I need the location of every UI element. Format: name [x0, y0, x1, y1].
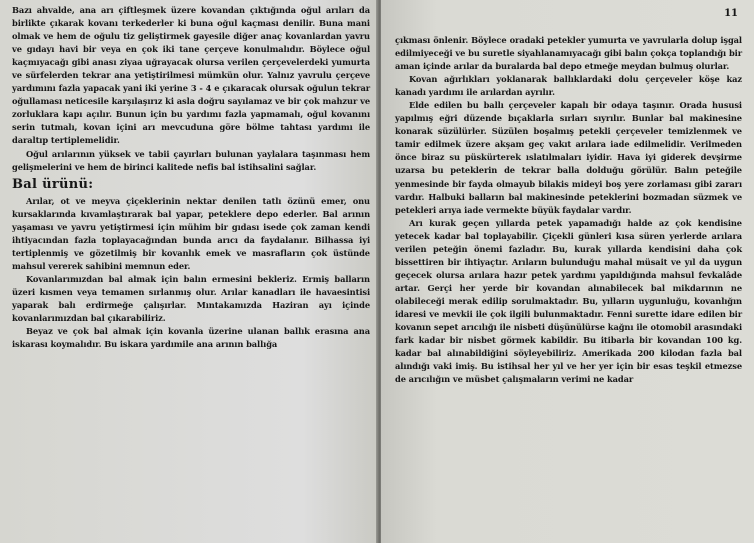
section-heading: Bal ürünü:: [12, 176, 94, 192]
paragraph: Oğul arılarının yüksek ve tabii çayırları bulunan yaylalara taşınması hem gelişmelerini ve hem de birinci kalitede nefis bal istihsalini sağlar.: [12, 148, 370, 172]
paragraph: Beyaz ve çok bal almak için kovanla üzerine ulanan ballık erasına ana iskarası koymalıdır. Bu iskara yardımile ana arının ballığa: [12, 326, 370, 350]
paragraph: Elde edilen bu ballı çerçeveler kapalı bir odaya taşınır. Orada hususi yapılmış eğri düzende bıçaklarla sırları sıyrılır. Bunlar bal makinesine konarak süzülürler. Süzülen boşalmış petekli çerçeveler temizlenmek ve tamir edilmek üzere akşam geç vakıt arılara iade edilmelidir. Verilmeden önce biraz su püskürterek ıslatılmaları iyidir. Hava iyi giderek devşirme uzarsa bu peteklerin de tekrar balla dolduğu görülür. Balın peteğile yenmesinde bir fayda olmayub bilakis mideyi boş yere zorlaması gibi zararı vardır. Halbuki balların bal makinesinde peteklerini bozmadan süzmek ve petekleri arıya iade vermekte büyük faydalar vardır.: [395, 100, 742, 215]
paragraph: Arılar, ot ve meyva çiçeklerinin nektar denilen tatlı özünü emer, onu kursaklarında kıvamlaştırarak bal yapar, peteklere depo ederler. Bal arının yaşaması ve yavru yetiştirmesi için mühim bir gıdası isede çok zaman kendi ihtiyacından fazla toplayacağından bunda arıcı da faydalanır. Bilhassa iyi tertiplenmiş ve gözetilmiş bir kovanlık emek ve masrafların çok üstünde mahsul vererek sahibini memnun eder.: [12, 195, 370, 271]
paragraph: Bazı ahvalde, ana arı çiftleşmek üzere kovandan çıktığında oğul arıları da birlikte çıkarak kovanı terkederler ki buna oğul kaçması denilir. Buna mani olmak ve hem de oğulu tiz geliştirmek gayesile diğer anaç kovanlardan yavru ve gıdayı havi bir veya en çok iki tane çerçeve konulmalıdır. Böylece oğul kaçmıyacağı gibi anası ziyaa uğrayacak olursa verilen çerçevelerdeki yumurta ve sürfelerden tekrar ana yetiştirilmesi mümkün olur. Yalnız yavrulu çerçeve yardımını fazla yapacak yani iki yerine 3 - 4 e çıkaracak olursak oğulun tekrar oğullaması neticesile karşılaşırız ki asla doğru sayılamaz ve bir çok mahzur ve zorluklara kapı açılır. Bunun için bu yardımı fazla yapmamalı, oğul kovanını serin tutmalı, kovan içini arı mevcuduna göre bölme tahtası yardımı ile daraltıp tertiplemelidir.: [12, 5, 370, 146]
right-page-body: [395, 34, 742, 386]
paragraph: Kovanlarımızdan bal almak için balın ermesini bekleriz. Ermiş balların üzeri kısmen veya temamen sırlanmış olur. Arılar kanadları ile havaesintisi yaparak balı erdirmeğe çalışırlar. Mıntakamızda Haziran ayı içinde kovanlarımızdan bal çıkarabiliriz.: [12, 273, 370, 324]
page-number: 11: [724, 8, 738, 19]
right-page: [381, 0, 754, 543]
paragraph: Kovan ağırlıkları yoklanarak ballıklardaki dolu çerçeveler köşe kaz kanadı yardımı ile arılardan ayrılır.: [395, 74, 742, 98]
paragraph: Arı kurak geçen yıllarda petek yapamadığı halde az çok kendisine yetecek kadar bal toplayabilir. Çiçekli günleri kısa süren yerlerde arılara verilen peteğin önemi fazladır. Bu, kurak yıllarda kendisini daha çok bissettiren bir ihtiyaçtır. Arıların bulunduğu mahal müsait ve yıl da uygun geçecek olursa arılara hazır petek yardımı yapıldığında mahsul fevkalâde artar. Gerçi her yerde bir kovandan alınabilecek bal mikdarının ne olabileceği merak edilip sorulmaktadır. Bu, yılların uygunluğu, kovanlığın idaresi ve mevkii ile çok ilgili bulunmaktadır. Fenni surette idare edilen bir kovanın sepet arıcılığı ile nisbeti düşünülürse kağnı ile otomobil arasındaki fark kadar bir nisbet görmek kabildir. Bu itibarla bir kovandan 100 kg. kadar bal alınabildiğini söyleyebiliriz. Amerikada 200 kilodan fazla bal alındığı vaki imiş. Bu istihsal her yıl ve her yer için bir esas teşkil etmezse de arıcılığın ve müsbet çalışmaların verimi ne kadar: [395, 217, 742, 385]
paragraph: çıkması önlenir. Böylece oradaki petekler yumurta ve yavrularla dolup işgal edilmiyeceği ve bu suretle siyahlanamıyacağı gibi balın çokça toplandığı bir aman içinde arılar da buralarda bal depo etmeğe meydan bulmuş olurlar.: [395, 35, 742, 72]
